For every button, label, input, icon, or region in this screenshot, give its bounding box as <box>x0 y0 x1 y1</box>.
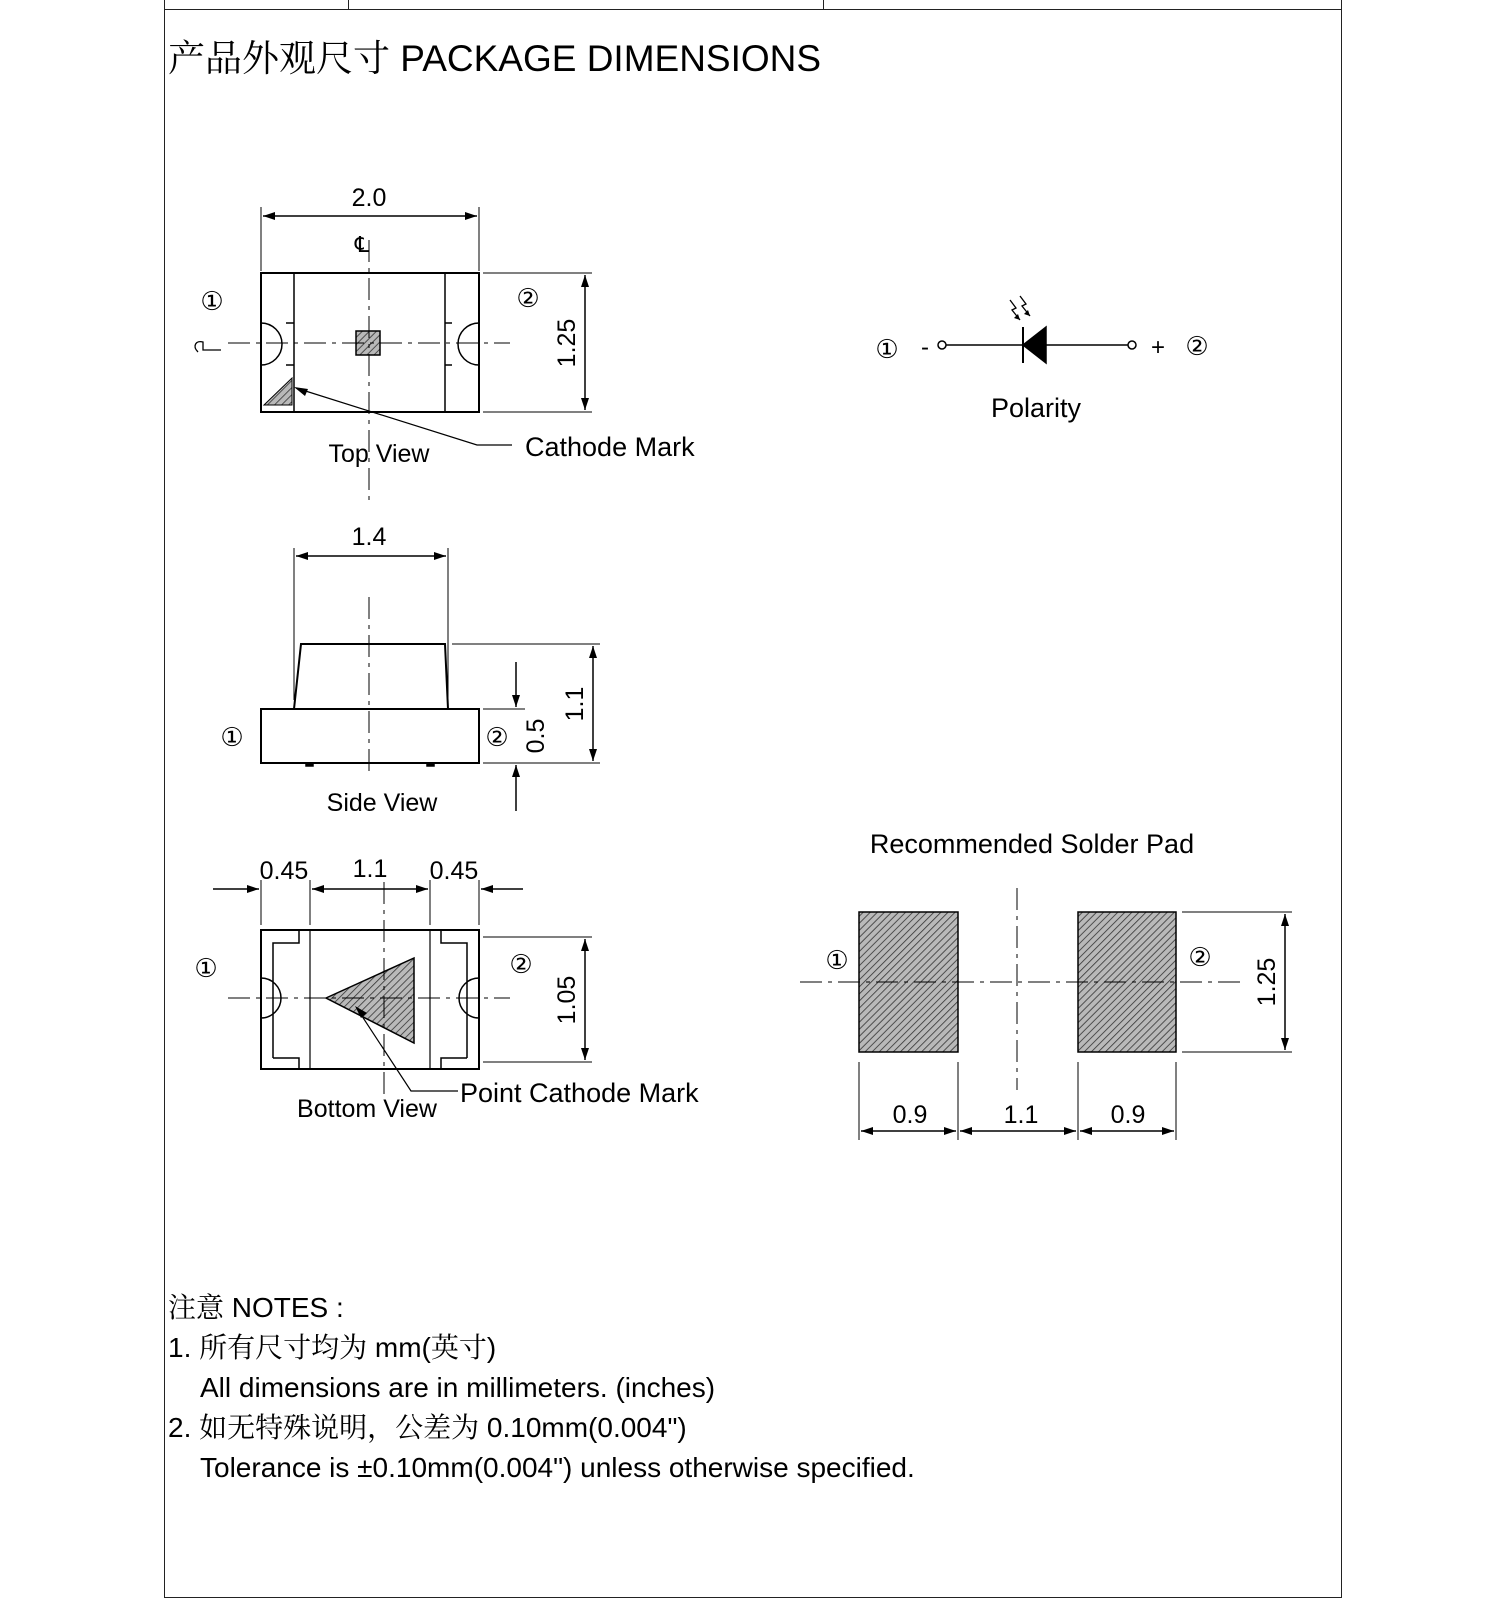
polarity-plus: + <box>1150 334 1166 361</box>
polarity-minus: - <box>921 334 929 361</box>
solder-pad-gap: 1.1 <box>1003 1101 1039 1129</box>
note-1-cn: 1. 所有尺寸均为 mm(英寸) <box>168 1332 497 1363</box>
solder-pad-width-right: 0.9 <box>1110 1101 1146 1129</box>
notes-section <box>168 1288 915 1488</box>
side-pin1-label: ① <box>220 722 244 752</box>
side-total-height-dim: 1.1 <box>561 686 589 722</box>
solder-pin2-label: ② <box>1188 942 1212 972</box>
page-title: 产品外观尺寸 PACKAGE DIMENSIONS <box>168 38 822 79</box>
side-view-drawing <box>261 548 600 811</box>
solder-pad-width-left: 0.9 <box>892 1101 928 1129</box>
side-base-height-dim: 0.5 <box>522 718 550 754</box>
solder-pad-title: Recommended Solder Pad <box>869 829 1195 859</box>
polarity-symbol <box>938 296 1136 363</box>
top-pin1-label: ① <box>200 286 224 316</box>
point-cathode-mark-label: Point Cathode Mark <box>460 1078 699 1108</box>
top-width-dim: 2.0 <box>351 184 387 212</box>
bottom-right-dim: 0.45 <box>429 857 479 885</box>
polarity-pin1-label: ① <box>875 334 899 364</box>
side-pin2-label: ② <box>485 722 509 752</box>
centerline-mark: ℄ <box>354 232 370 257</box>
bottom-center-dim: 1.1 <box>352 855 388 883</box>
bottom-view-label: Bottom View <box>297 1095 437 1123</box>
solder-pin1-label: ① <box>825 945 849 975</box>
note-2-cn: 2. 如无特殊说明，公差为 0.10mm(0.004") <box>168 1412 687 1443</box>
side-view-label: Side View <box>326 789 438 817</box>
top-height-dim: 1.25 <box>553 318 581 368</box>
cathode-mark-label: Cathode Mark <box>525 432 695 462</box>
top-view-label: Top View <box>328 440 430 468</box>
note-1-en: All dimensions are in millimeters. (inches) <box>200 1372 716 1403</box>
bottom-left-dim: 0.45 <box>259 857 309 885</box>
note-2-en: Tolerance is ±0.10mm(0.004") unless otherwise specified. <box>200 1452 915 1483</box>
top-pin2-label: ② <box>516 283 540 313</box>
side-top-width-dim: 1.4 <box>351 523 387 551</box>
solder-pad-height-dim: 1.25 <box>1253 957 1281 1007</box>
solder-pad-drawing <box>800 888 1292 1140</box>
bottom-height-dim: 1.05 <box>553 975 581 1025</box>
bottom-pin2-label: ② <box>509 949 533 979</box>
notes-heading: 注意 NOTES : <box>168 1292 344 1323</box>
polarity-pin2-label: ② <box>1185 331 1209 361</box>
bottom-view-drawing <box>213 880 592 1095</box>
bottom-pin1-label: ① <box>194 953 218 983</box>
polarity-label: Polarity <box>990 393 1082 423</box>
